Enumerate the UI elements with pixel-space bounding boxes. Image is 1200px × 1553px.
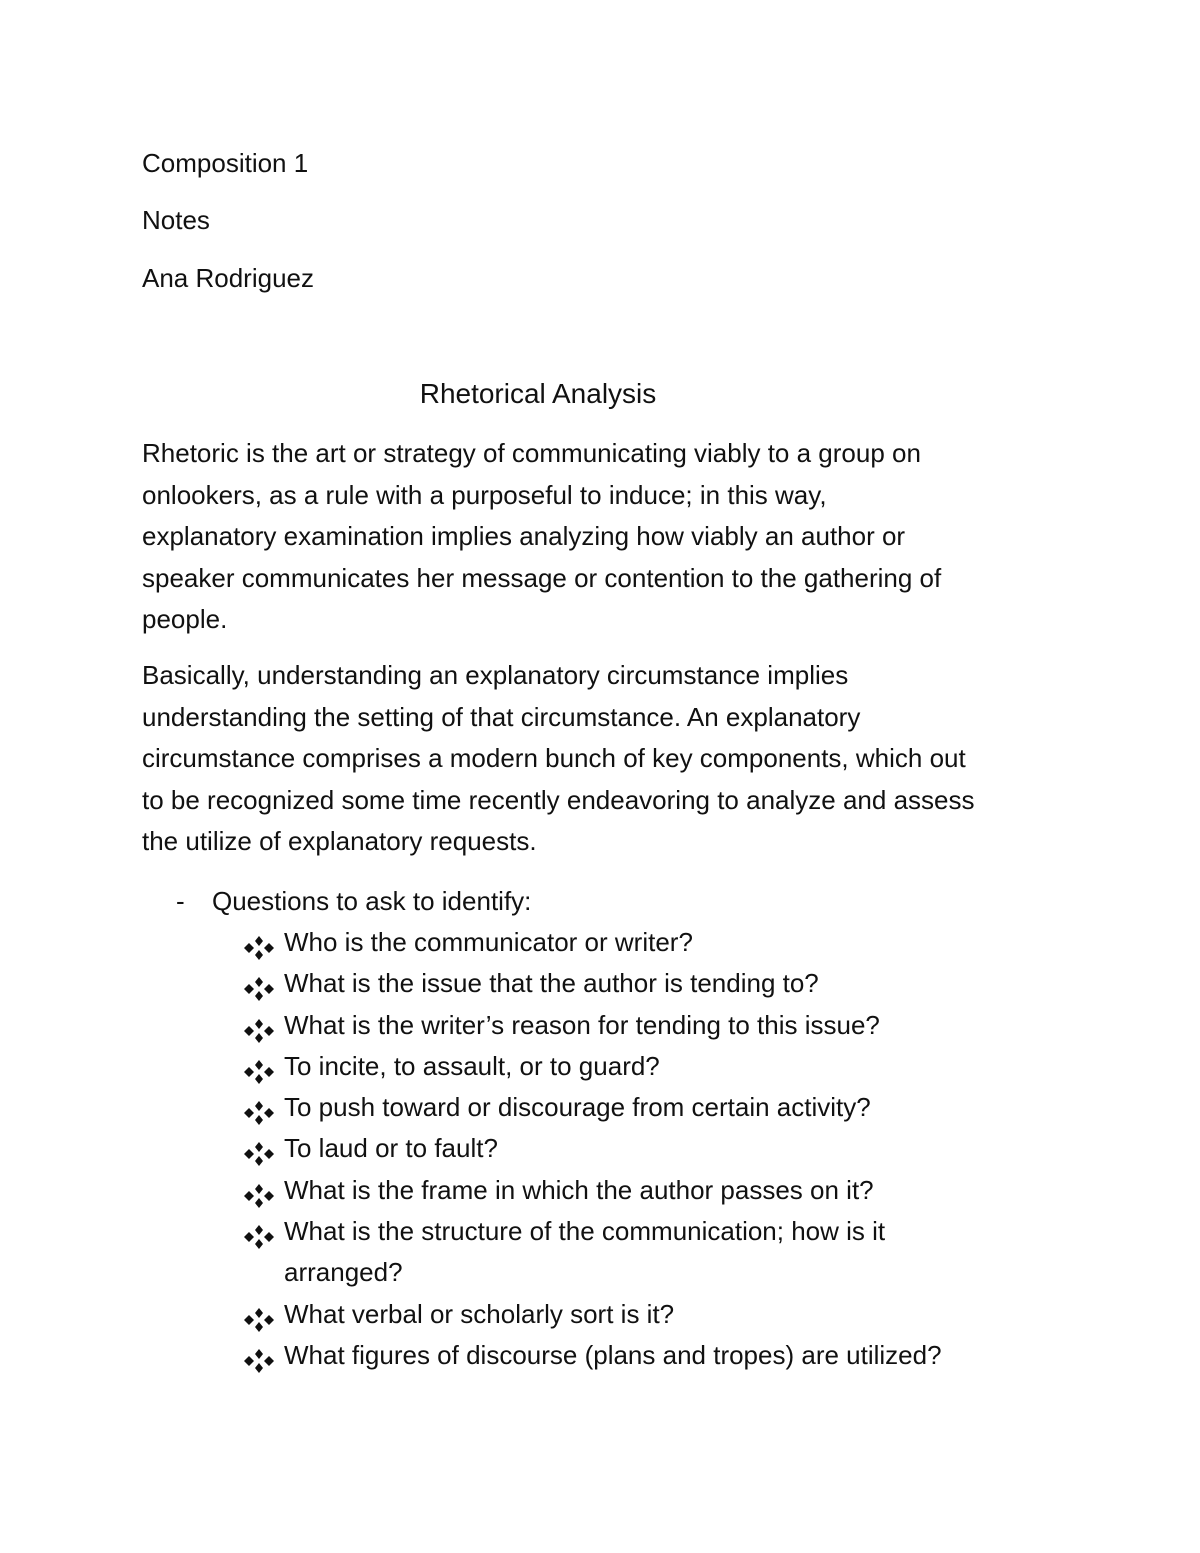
paragraph-line: circumstance comprises a modern bunch of key components, which out [142, 743, 966, 773]
four-diamond-bullet-icon [244, 1303, 274, 1327]
question-item [244, 1128, 942, 1169]
four-diamond-bullet-icon [244, 1179, 274, 1203]
question-text: What is the structure of the communication; how is it [284, 1216, 886, 1247]
question-text: To push toward or discourage from certain activity? [284, 1092, 871, 1123]
four-diamond-bullet-icon [244, 1055, 274, 1079]
document-type: Notes [142, 205, 210, 235]
paragraph-1 [142, 433, 1057, 641]
four-diamond-bullet-icon [244, 1137, 274, 1161]
question-item [244, 922, 942, 963]
paragraph-line: understanding the setting of that circumstance. An explanatory [142, 701, 861, 732]
four-diamond-bullet-icon [244, 931, 274, 955]
paragraph-line: Basically, understanding an explanatory circumstance implies [142, 660, 849, 690]
paragraph-line: to be recognized some time recently endeavoring to analyze and assess [142, 784, 975, 815]
paragraph-line: Rhetoric is the art or strategy of communicating viably to a group on [142, 438, 921, 468]
question-item [244, 1211, 942, 1294]
question-text: Who is the communicator or writer? [284, 927, 693, 957]
question-text: What is the issue that the author is tending to? [284, 968, 819, 999]
four-diamond-bullet-icon [244, 1014, 274, 1038]
paragraph-line: explanatory examination implies analyzing how viably an author or [142, 521, 906, 551]
paragraph-line: speaker communicates her message or contention to the gathering of [142, 562, 942, 593]
dash-marker: - [176, 886, 185, 916]
question-text: What figures of discourse (plans and tropes) are utilized? [284, 1339, 942, 1370]
paragraph-line: people. [142, 604, 228, 634]
question-item [244, 1170, 942, 1211]
questions-heading: Questions to ask to identify: [212, 886, 532, 916]
question-list [244, 922, 942, 1376]
course-name: Composition 1 [142, 148, 309, 178]
four-diamond-bullet-icon [244, 1096, 274, 1120]
question-text: What verbal or scholarly sort is it? [284, 1298, 675, 1329]
question-text: arranged? [284, 1257, 403, 1288]
four-diamond-bullet-icon [244, 1220, 274, 1244]
question-item [244, 1046, 942, 1087]
question-text: To laud or to fault? [284, 1133, 498, 1164]
paragraph-line: onlookers, as a rule with a purposeful to induce; in this way, [142, 479, 827, 510]
question-text: What is the writer’s reason for tending to this issue? [284, 1009, 880, 1040]
question-text: What is the frame in which the author passes on it? [284, 1174, 874, 1205]
question-item [244, 1294, 942, 1335]
question-item [244, 1087, 942, 1128]
paragraph-line: the utilize of explanatory requests. [142, 826, 537, 856]
document-title: Rhetorical Analysis [419, 378, 657, 409]
question-text: To incite, to assault, or to guard? [284, 1050, 660, 1081]
question-item [244, 963, 942, 1004]
question-item [244, 1335, 942, 1376]
paragraph-2 [142, 655, 1057, 863]
four-diamond-bullet-icon [244, 1344, 274, 1368]
four-diamond-bullet-icon [244, 972, 274, 996]
author-name: Ana Rodriguez [142, 263, 314, 293]
question-item [244, 1005, 942, 1046]
questions-heading-item [176, 884, 531, 918]
